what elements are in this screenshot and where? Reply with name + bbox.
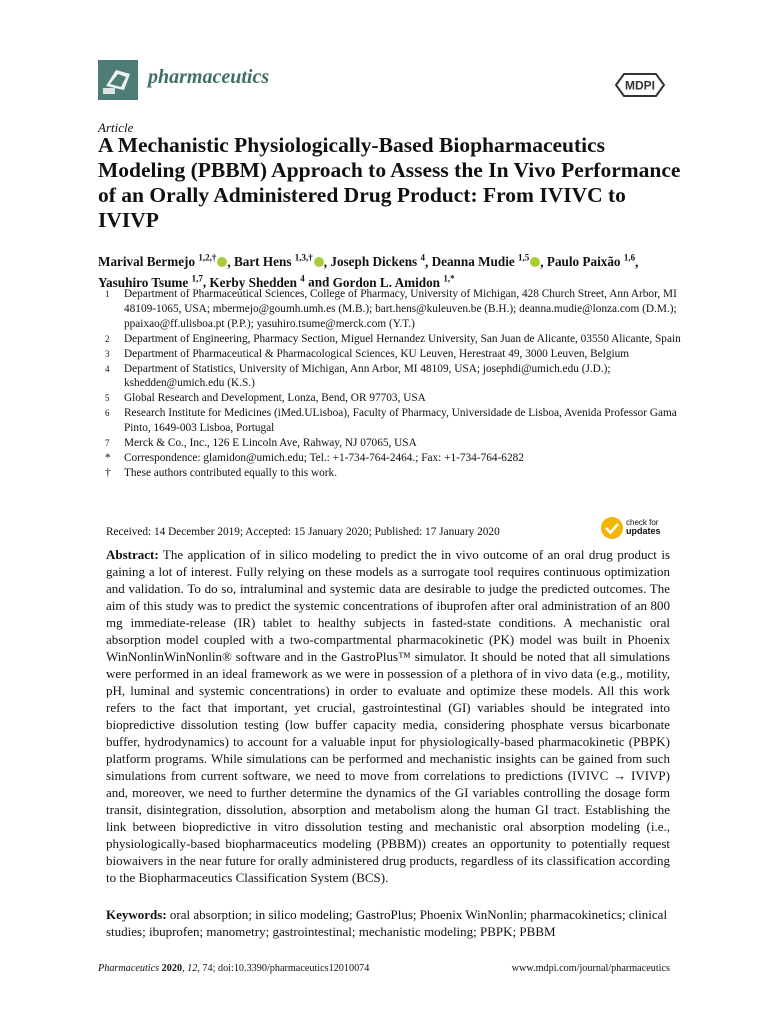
author-name: Paulo Paixão bbox=[546, 254, 621, 270]
affiliation-text: These authors contributed equally to this work. bbox=[124, 466, 338, 479]
affiliation-item bbox=[98, 406, 688, 436]
author[interactable] bbox=[547, 254, 635, 269]
affiliation-text: Correspondence: glamidon@umich.edu; Tel.: +1-734-764-2464.; Fax: +1-734-764-6282 bbox=[124, 451, 524, 464]
abstract-label: Abstract: bbox=[106, 547, 159, 562]
author-name: Kerby Shedden bbox=[209, 274, 297, 290]
author-name: Yasuhiro Tsume bbox=[98, 274, 189, 290]
affiliation-mark: 5 bbox=[105, 393, 110, 404]
author-name: Bart Hens bbox=[233, 254, 292, 270]
affiliation-mark: 4 bbox=[105, 363, 110, 374]
affiliations bbox=[98, 287, 688, 481]
affiliation-mark: 7 bbox=[105, 438, 110, 449]
article-type: Article bbox=[98, 120, 134, 135]
author-affiliation-marks: 4 bbox=[300, 273, 305, 284]
author-affiliation-marks: 1,* bbox=[443, 273, 455, 284]
affiliation-text: Global Research and Development, Lonza, Bend, OR 97703, USA bbox=[124, 392, 426, 405]
check-for-updates-icon bbox=[600, 516, 624, 540]
author-affiliation-marks: 1,7 bbox=[191, 273, 203, 284]
affiliation-text: Department of Statistics, University of Michigan, Ann Arbor, MI 48109, USA; josephdi@umich.edu (J.D.); kshedden@umich.edu (K.S.) bbox=[124, 362, 611, 390]
author-separator: and bbox=[304, 274, 333, 290]
affiliation-item bbox=[98, 332, 688, 347]
affiliation-text: Department of Pharmaceutical & Pharmacological Sciences, KU Leuven, Herestraat 49, 3000 Leuven, Belgium bbox=[124, 347, 630, 360]
author-separator: , bbox=[227, 254, 234, 270]
affiliation-item bbox=[98, 436, 688, 451]
affiliation-text: Department of Pharmaceutical Sciences, College of Pharmacy, University of Michigan, 428 Church Street, Ann Arbor, MI 48109-1065, USA; mbermejo@goumh.umh.es (M.B.); bart.hens@kuleuven.be (B.H.); deanna.mudie@lonza.com (D.M.); ppaixao@ff.ulisboa.pt (P.P.); yasuhiro.tsume@merck.com (Y.T.) bbox=[124, 288, 677, 330]
author[interactable] bbox=[432, 254, 541, 269]
affiliation-mark: 6 bbox=[105, 408, 110, 419]
author-affiliation-marks: 1,2,† bbox=[198, 253, 217, 263]
author-affiliation-marks: 1,5 bbox=[518, 253, 530, 263]
author-separator: , bbox=[424, 254, 432, 270]
author-affiliation-marks: 4 bbox=[420, 253, 425, 263]
affiliation-item bbox=[98, 362, 688, 392]
orcid-icon[interactable] bbox=[530, 257, 540, 267]
footer-doi: , 74; doi:10.3390/pharmaceutics12010074 bbox=[197, 963, 370, 974]
affiliation-mark: 3 bbox=[105, 348, 110, 359]
author-separator: , bbox=[540, 254, 547, 270]
pharmaceutics-logo-icon bbox=[98, 60, 138, 100]
affiliation-mark: † bbox=[105, 466, 111, 479]
footer-volume: 12 bbox=[187, 963, 198, 974]
keywords bbox=[106, 906, 670, 940]
journal-url-link[interactable]: www.mdpi.com/journal/pharmaceutics bbox=[511, 963, 670, 974]
mdpi-logo-icon bbox=[612, 70, 668, 100]
author-list bbox=[98, 250, 688, 291]
affiliation-mark: 1 bbox=[105, 289, 110, 299]
check-updates-line1: check for bbox=[626, 518, 659, 527]
abstract bbox=[106, 546, 670, 886]
footer-journal: Pharmaceutics bbox=[98, 963, 160, 974]
affiliation-item bbox=[98, 391, 688, 406]
check-updates-line2: updates bbox=[626, 526, 661, 536]
journal-name: pharmaceutics bbox=[148, 66, 270, 88]
check-for-updates-button[interactable] bbox=[600, 515, 670, 541]
affiliation-text: Research Institute for Medicines (iMed.ULisboa), Faculty of Pharmacy, Universidade de Lisboa, Avenida Professor Gama Pinto, 1649-003 Lisboa, Portugal bbox=[124, 407, 677, 435]
affiliation-mark: * bbox=[105, 451, 111, 464]
author[interactable] bbox=[330, 254, 425, 269]
mdpi-logo-text: MDPI bbox=[625, 78, 655, 93]
orcid-icon[interactable] bbox=[314, 257, 324, 267]
orcid-icon[interactable] bbox=[217, 257, 227, 267]
author[interactable] bbox=[98, 254, 227, 269]
affiliation-item bbox=[98, 451, 688, 466]
author-separator: , bbox=[323, 254, 331, 270]
keywords-label: Keywords: bbox=[106, 907, 167, 922]
keywords-text: oral absorption; in silico modeling; GastroPlus; Phoenix WinNonlin; pharmacokinetics; clinical studies; ibuprofen; manometry; gastrointestinal; mechanistic modeling; PBPK; PBBM bbox=[106, 907, 668, 939]
author-separator: , bbox=[202, 274, 210, 290]
citation-footer: Pharmaceutics 2020, 12, 74; doi:10.3390/pharmaceutics12010074 bbox=[98, 963, 370, 974]
affiliation-item bbox=[98, 347, 688, 362]
author-name: Marival Bermejo bbox=[98, 254, 196, 270]
publication-dates: Received: 14 December 2019; Accepted: 15 January 2020; Published: 17 January 2020 bbox=[106, 526, 500, 538]
affiliation-text: Department of Engineering, Pharmacy Section, Miguel Hernandez University, San Juan de Alicante, 03550 Alicante, Spain bbox=[124, 332, 681, 345]
author-affiliation-marks: 1,6 bbox=[623, 253, 636, 263]
author-name: Deanna Mudie bbox=[431, 254, 515, 270]
author-name: Joseph Dickens bbox=[330, 254, 418, 270]
affiliation-text: Merck & Co., Inc., 126 E Lincoln Ave, Rahway, NJ 07065, USA bbox=[124, 437, 417, 450]
author-separator: , bbox=[635, 254, 639, 270]
affiliation-item bbox=[98, 287, 688, 332]
affiliation-mark: 2 bbox=[105, 333, 110, 344]
footer-year: 2020 bbox=[161, 963, 183, 974]
author[interactable] bbox=[234, 254, 324, 269]
author-affiliation-marks: 1,3,† bbox=[294, 253, 313, 263]
paper-title: A Mechanistic Physiologically-Based Biopharmaceutics Modeling (PBBM) Approach to Assess the In Vivo Performance of an Orally Administered Drug Product: From IVIVC to IVIVP bbox=[98, 133, 681, 232]
author-name: Gordon L. Amidon bbox=[332, 274, 441, 290]
abstract-text: The application of in silico modeling to predict the in vivo outcome of an oral drug product is gaining a lot of interest. Fully relying on these models as a surrogate tool requires continuous optimization and validation. To do so, intraluminal and systemic data are desirable to judge the predicted outcomes. The aim of this study was to predict the systemic concentrations of ibuprofen after oral administration of an 800 mg immediate-release (IR) tablet to healthy subjects in fasted-state conditions. A mechanistic oral absorption model coupled with a two-compartmental pharmacokinetic (PK) model was built in Phoenix WinNonlinWinNonlin® software and in the GastroPlus™ simulator. It should be noted that all simulations were performed in an ideal framework as we were in possession of a plethora of in vivo data (e.g., motility, pH, luminal and systemic concentrations) in order to evaluate and optimize these models. All this work refers to the fact that important, yet crucial, gastrointestinal (GI) variables should be integrated into biopredictive dissolution testing (low buffer capacity media, considering phosphate versus bicarbonate buffer, hydrodynamics) to account for a valuable input for physiologically-based pharmacokinetic (PBPK) platform programs. While simulations can be performed and mechanistic insights can be gained from such simulations from current software, we need to move from correlations to predictions (IVIVC → IVIVP) and, moreover, we need to further determine the dynamics of the GI variables controlling the dosage form transit, disintegration, dissolution, absorption and metabolism along the human GI tract. Establishing the link between biopredictive in vitro dissolution testing and mechanistic oral absorption modeling (i.e., physiologically-based biopharmaceutics modeling (PBBM)) creates an opportunity to potentially request biowaivers in the near future for orally administered drug products, regardless of its classification according to the Biopharmaceutics Classification System (BCS). bbox=[106, 547, 671, 885]
affiliation-item bbox=[98, 466, 688, 481]
